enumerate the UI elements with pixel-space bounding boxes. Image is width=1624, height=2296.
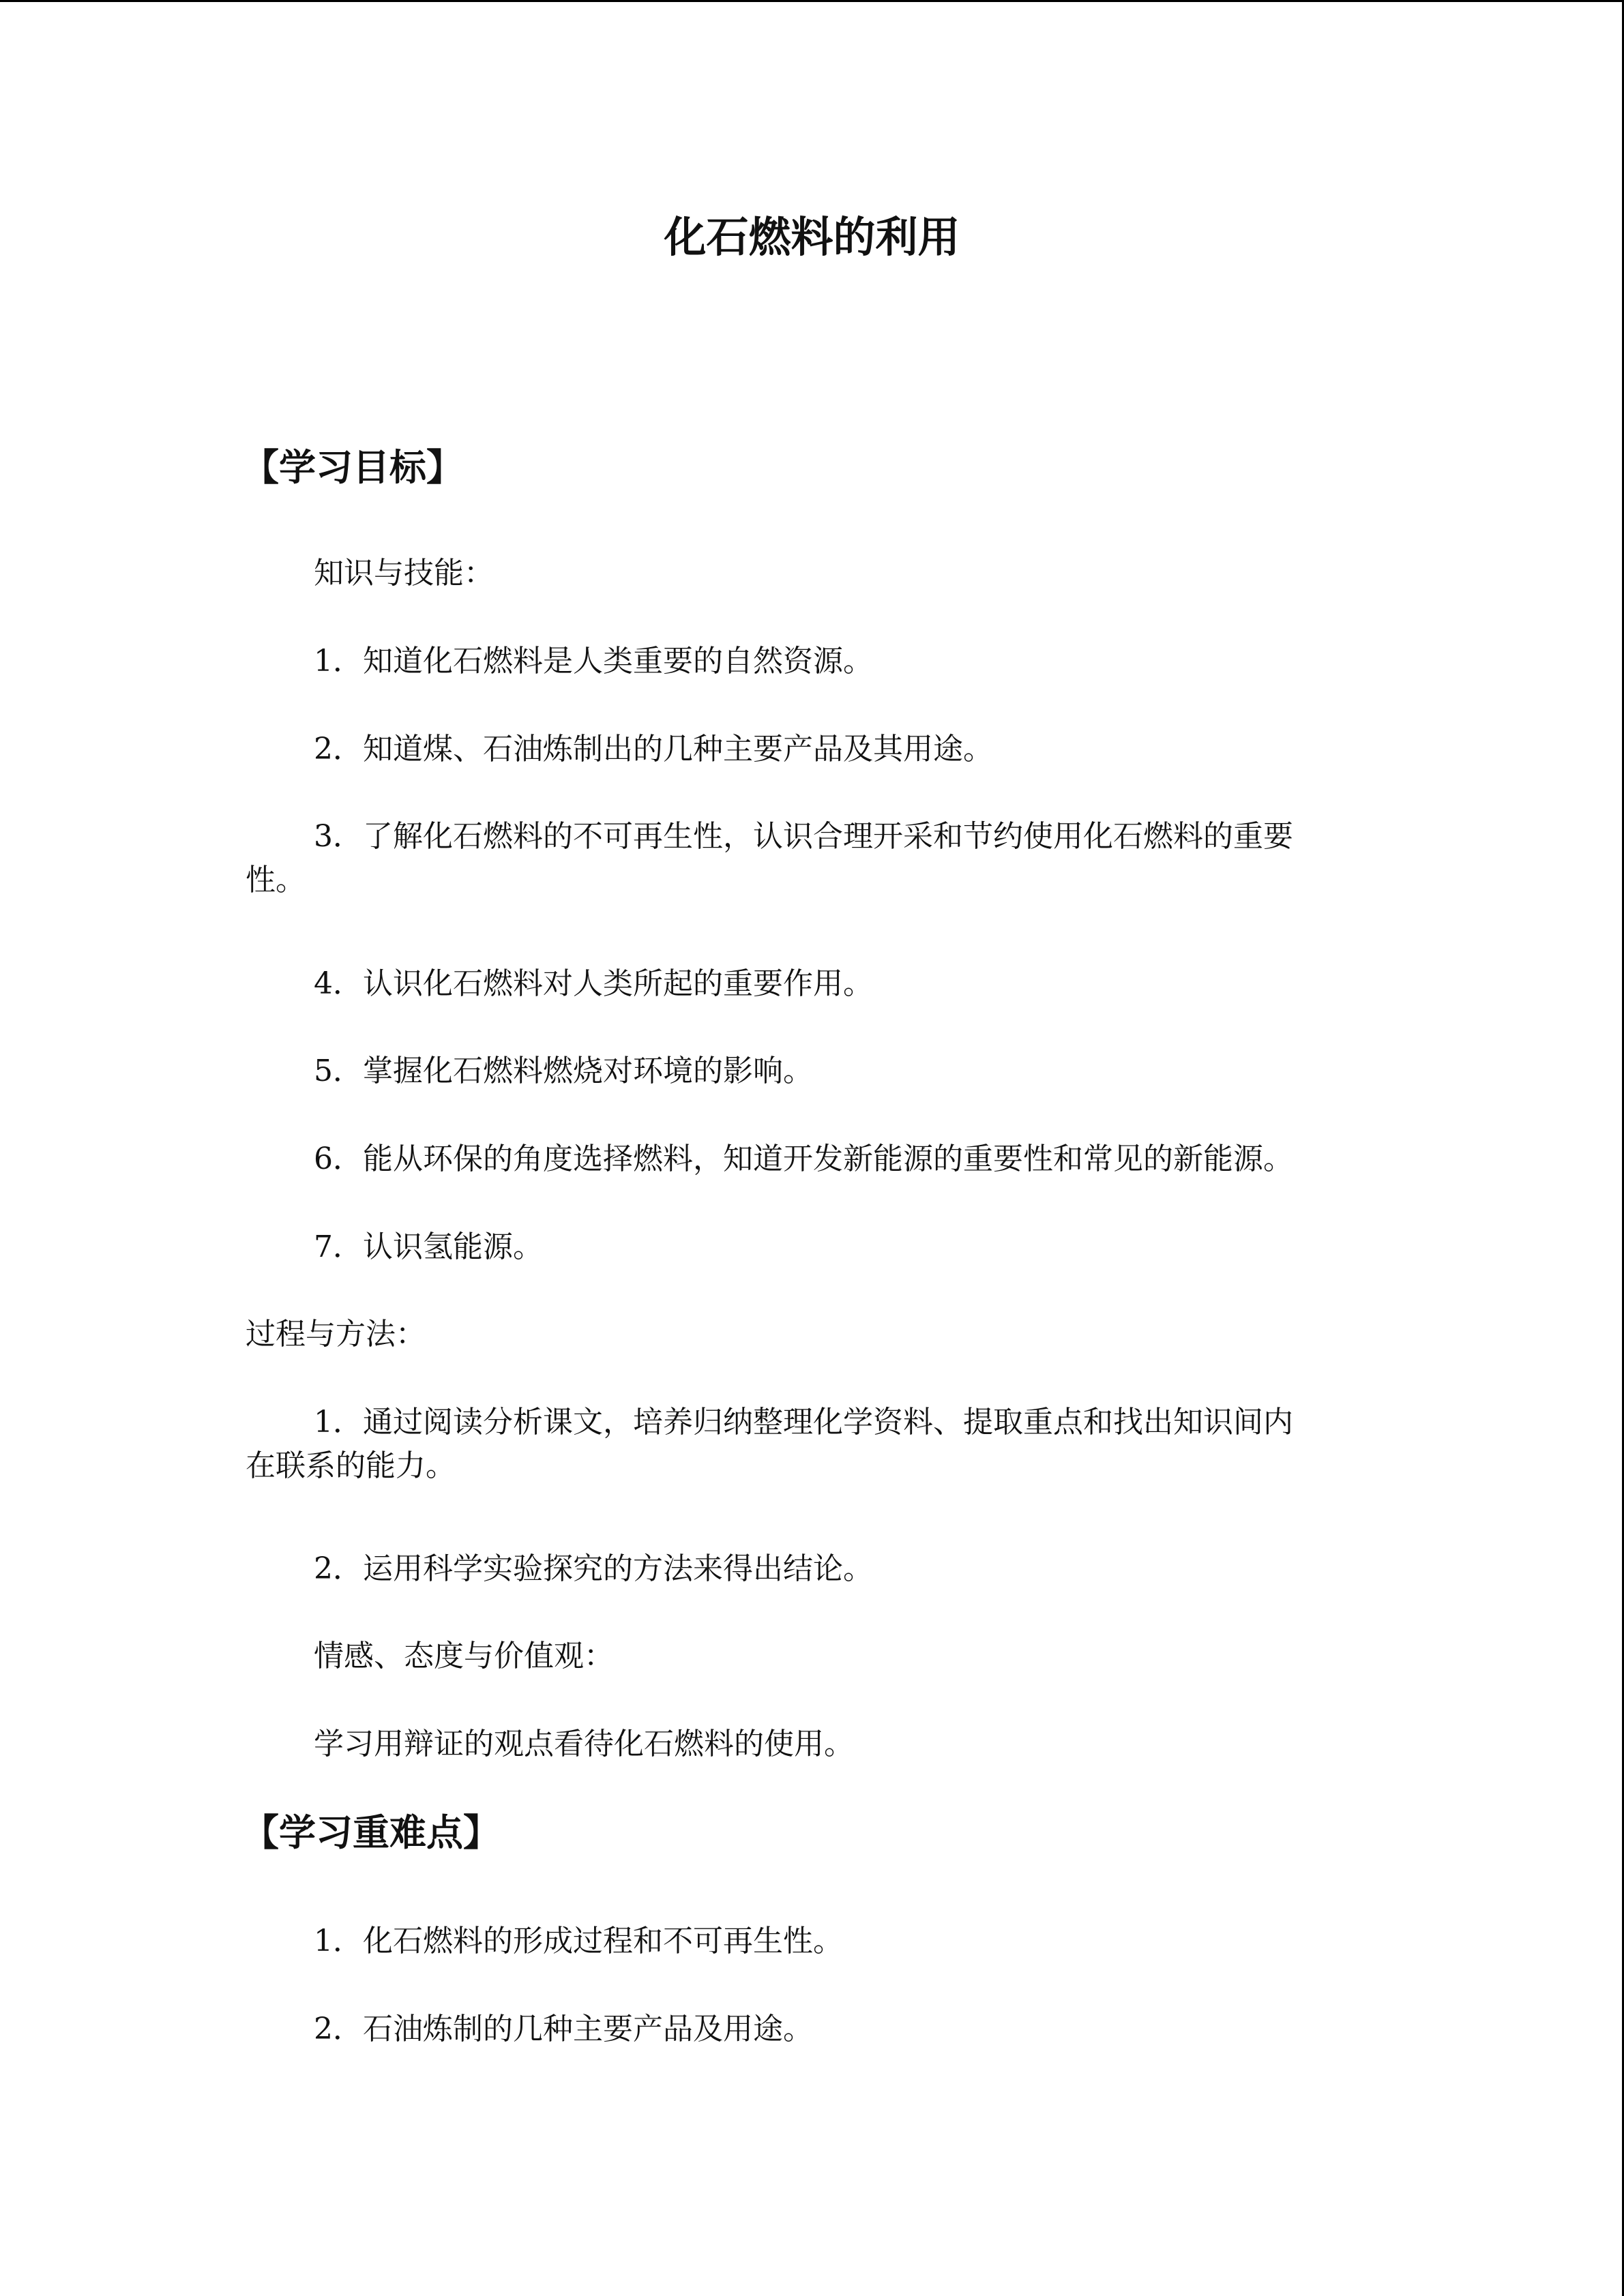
knowledge-item-3-line-2: 性。	[246, 863, 306, 897]
attitude-values-label: 情感、态度与价值观：	[314, 1639, 614, 1673]
process-item-1-line-2: 在联系的能力。	[246, 1448, 456, 1483]
key-point-item-1: 1．化石燃料的形成过程和不可再生性。	[314, 1924, 843, 1958]
knowledge-item-5: 5．掌握化石燃料燃烧对环境的影响。	[314, 1054, 813, 1088]
knowledge-item-3-line-1: 3．了解化石燃料的不可再生性，认识合理开采和节约使用化石燃料的重要	[314, 819, 1293, 854]
section-heading-key-points: 【学习重难点】	[242, 1811, 500, 1854]
process-methods-label: 过程与方法：	[246, 1317, 426, 1352]
knowledge-skills-label: 知识与技能：	[314, 556, 494, 591]
process-item-1	[246, 1401, 1378, 1488]
key-point-item-2: 2．石油炼制的几种主要产品及用途。	[314, 2012, 813, 2046]
document-title: 化石燃料的利用	[664, 212, 960, 262]
knowledge-item-6: 6．能从环保的角度选择燃料，知道开发新能源的重要性和常见的新能源。	[314, 1142, 1293, 1176]
knowledge-item-1: 1．知道化石燃料是人类重要的自然资源。	[314, 644, 873, 679]
knowledge-item-3	[246, 815, 1378, 902]
process-item-1-line-1: 1．通过阅读分析课文，培养归纳整理化学资料、提取重点和找出知识间内	[314, 1405, 1293, 1440]
section-heading-learning-goals: 【学习目标】	[242, 446, 463, 489]
knowledge-item-7: 7．认识氢能源。	[314, 1229, 543, 1264]
attitude-values-text: 学习用辩证的观点看待化石燃料的使用。	[314, 1727, 854, 1761]
knowledge-item-4: 4．认识化石燃料对人类所起的重要作用。	[314, 966, 873, 1001]
process-item-2: 2．运用科学实验探究的方法来得出结论。	[314, 1551, 873, 1586]
knowledge-item-2: 2．知道煤、石油炼制出的几种主要产品及其用途。	[314, 732, 993, 766]
